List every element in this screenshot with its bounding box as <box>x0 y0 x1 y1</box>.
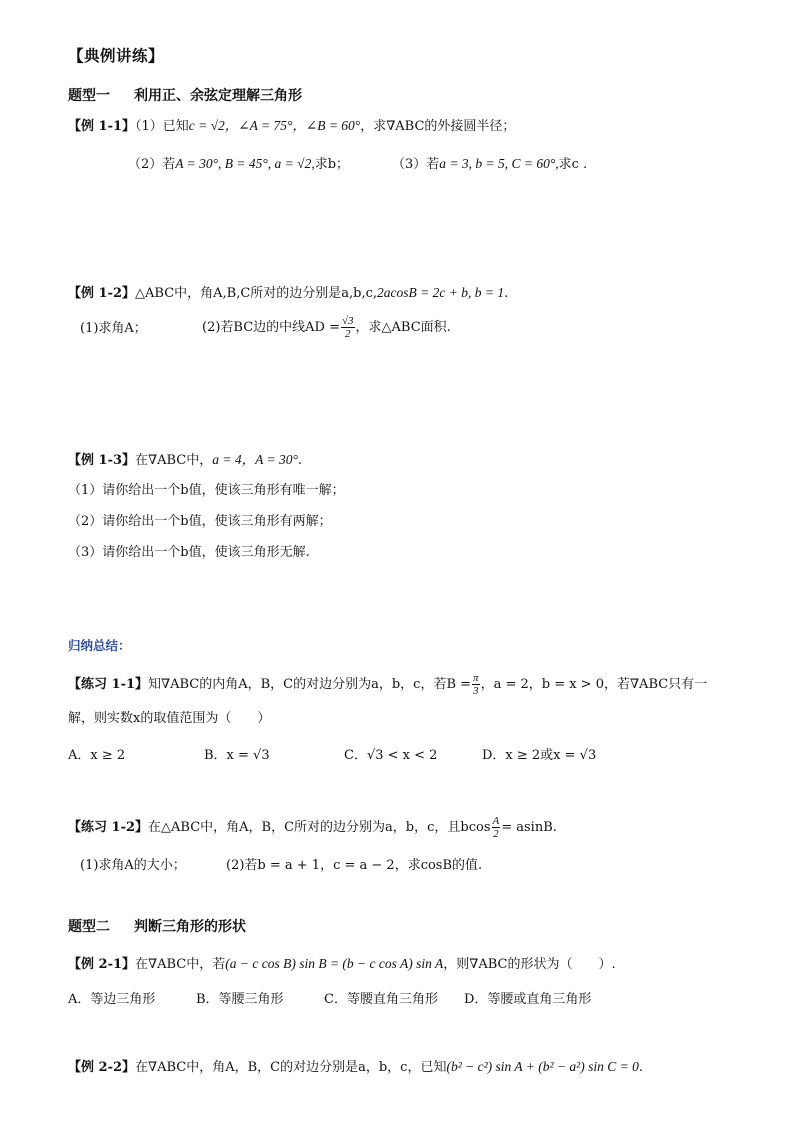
example-1-3-prefix: 在∇ABC中， <box>135 453 213 468</box>
practice-1-2-q1: (1)求角A的大小； <box>80 858 186 873</box>
example-1-2-suffix: . <box>504 286 509 301</box>
type1-label: 题型一 <box>68 88 110 104</box>
fraction-numerator: √3 <box>342 315 354 327</box>
practice-1-1-options <box>68 747 596 765</box>
type2-label: 题型二 <box>68 919 110 935</box>
option-d: D．等腰或直角三角形 <box>464 992 592 1007</box>
example-1-2-prefix: △ABC中，角A,B,C所对的边分别是a,b,c, <box>135 286 378 301</box>
example-2-2-suffix: . <box>638 1060 643 1075</box>
fraction-denominator: 2 <box>493 828 499 840</box>
summary-label: 归纳总结： <box>68 638 131 653</box>
type1-text: 利用正、余弦定理解三角形 <box>134 88 302 104</box>
practice-1-1-fraction <box>472 672 480 697</box>
example-1-3-line1 <box>68 451 302 470</box>
option-c: C．等腰直角三角形 <box>324 992 438 1007</box>
example-2-1-options <box>68 991 591 1009</box>
example-1-3-math: a = 4，A = 30° <box>212 452 298 467</box>
example-1-2-tag: 【例 1-2】 <box>68 286 136 301</box>
example-1-3-q2: （2）请你给出一个b值，使该三角形有两解； <box>68 514 332 529</box>
example-2-2-tag: 【例 2-2】 <box>68 1060 136 1075</box>
option-a: A．等边三角形 <box>68 992 156 1007</box>
option-a: A．x ≥ 2 <box>68 748 126 763</box>
practice-1-2-tag: 【练习 1-2】 <box>68 820 149 835</box>
example-1-3-suffix: . <box>297 453 302 468</box>
fraction-denominator: 2 <box>345 328 351 340</box>
type2-title <box>68 918 246 936</box>
fraction-numerator: A <box>492 815 500 827</box>
example-1-2-q2-suffix: ，求△ABC面积. <box>355 320 451 335</box>
practice-1-1-tag: 【练习 1-1】 <box>68 677 149 692</box>
option-b: B．等腰三角形 <box>196 992 284 1007</box>
practice-1-2-suffix: = asinB. <box>501 820 557 835</box>
practice-1-1-suffix: ，a = 2，b = x > 0，若∇ABC只有一 <box>480 677 708 692</box>
example-2-1-line1 <box>68 955 616 974</box>
example-1-1-part1-suffix: ，求∇ABC的外接圆半径； <box>360 119 516 134</box>
example-2-2-prefix: 在∇ABC中，角A，B，C的对边分别是a，b，c，已知 <box>135 1060 447 1075</box>
fraction-numerator: π <box>473 672 479 684</box>
example-1-1-part1-math: c = √2，∠A = 75°，∠B = 60° <box>188 118 361 133</box>
option-c: C．√3 < x < 2 <box>344 748 438 763</box>
example-2-1-tag: 【例 2-1】 <box>68 957 136 972</box>
example-1-2-fraction <box>341 315 355 340</box>
fraction-denominator: 3 <box>473 685 479 697</box>
example-1-2-q1: (1)求角A； <box>80 321 147 336</box>
practice-1-1-line2: 解，则实数x的取值范围为（ ） <box>68 711 271 726</box>
example-1-1-part2-suffix: 求b； <box>314 157 350 172</box>
example-2-1-math: (a − c cos B) sin B = (b − c cos A) sin A <box>225 956 444 971</box>
example-2-2-line1 <box>68 1058 643 1077</box>
example-1-2-math: 2acosB = 2c + b, b = 1 <box>377 285 505 300</box>
example-1-1-part1-prefix: （1）已知 <box>135 119 189 134</box>
section-heading: 【典例讲练】 <box>68 46 165 65</box>
practice-1-2-q2: (2)若b = a + 1，c = a − 2，求cosB的值. <box>226 858 483 873</box>
example-1-1-part3-suffix: 求c . <box>558 157 588 172</box>
example-1-3-q3: （3）请你给出一个b值，使该三角形无解. <box>68 545 310 560</box>
practice-1-2-prefix: 在△ABC中，角A，B，C所对的边分别为a，b，c，且bcos <box>148 820 491 835</box>
example-1-1-part2 <box>128 155 349 174</box>
example-1-3-tag: 【例 1-3】 <box>68 453 136 468</box>
example-1-2-q2-prefix: (2)若BC边的中线AD = <box>202 320 340 335</box>
example-1-1-part3-math: a = 3, b = 5, C = 60°, <box>439 156 559 171</box>
type2-text: 判断三角形的形状 <box>134 919 246 935</box>
example-2-1-prefix: 在∇ABC中，若 <box>135 957 226 972</box>
example-1-1-part3 <box>392 155 587 174</box>
example-1-3-q1: （1）请你给出一个b值，使该三角形有唯一解； <box>68 483 345 498</box>
practice-1-2-fraction <box>492 815 501 840</box>
option-d: D．x ≥ 2或x = √3 <box>482 748 597 763</box>
example-2-2-math: (b² − c²) sin A + (b² − a²) sin C = 0 <box>446 1059 639 1074</box>
option-b: B．x = √3 <box>204 748 270 763</box>
example-1-1-tag: 【例 1-1】 <box>68 119 136 134</box>
example-1-2-q2 <box>202 313 451 343</box>
example-2-1-suffix: ，则∇ABC的形状为（ ）. <box>443 957 616 972</box>
example-1-2-line1 <box>68 284 508 303</box>
type1-title <box>68 87 302 105</box>
practice-1-2-line1 <box>68 813 557 843</box>
example-1-1-line1 <box>68 117 515 136</box>
example-1-1-part2-math: A = 30°, B = 45°, a = √2, <box>175 156 315 171</box>
example-1-1-part3-prefix: （3）若 <box>392 157 440 172</box>
practice-1-1-prefix: 知∇ABC的内角A，B，C的对边分别为a，b，c，若B = <box>148 677 472 692</box>
practice-1-1-line1 <box>68 670 707 700</box>
example-1-1-part2-prefix: （2）若 <box>128 157 176 172</box>
